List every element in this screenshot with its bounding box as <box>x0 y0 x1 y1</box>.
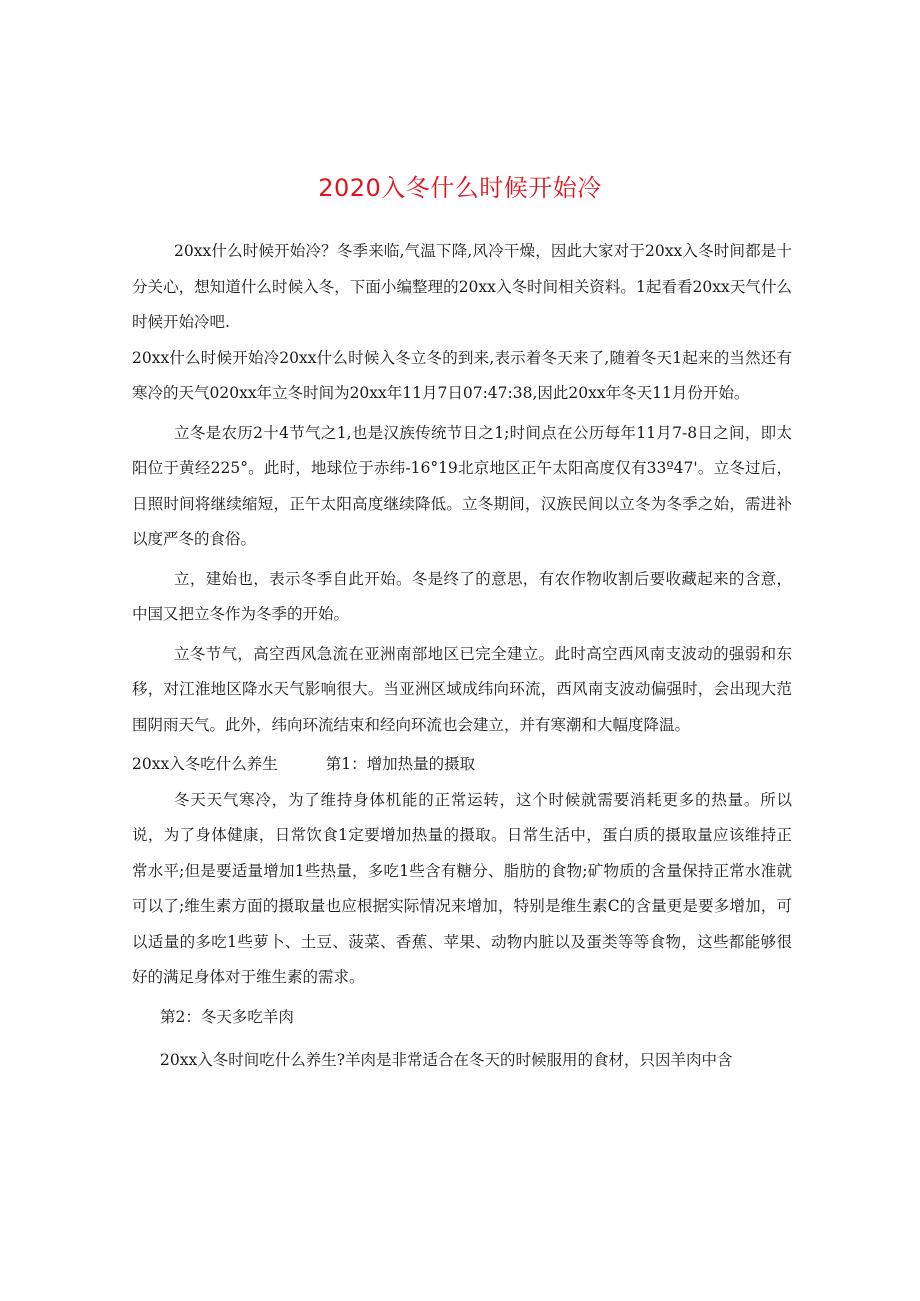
document-body <box>132 234 792 1079</box>
paragraph-mutton: 20xx入冬时间吃什么养生?羊肉是非常适合在冬天的时候服用的食材，只因羊肉中含 <box>160 1051 733 1069</box>
paragraph-increase-heat: 冬天天气寒冷，为了维持身体机能的正常运转，这个时候就需要消耗更多的热量。所以说，为了身体健康，日常饮食1定要增加热量的摄取。日常生活中，蛋白质的摄取量应该维持正常水平;但是要适量增加1些热量，多吃1些含有糖分、脂肪的食物;矿物质的含量保持正常水准就可以了;维生素方面的摄取量也应根据实际情况来增加，特别是维生素C的含量更是要多增加，可以适量的多吃1些萝卜、土豆、菠菜、香蕉、苹果、动物内脏以及蛋类等等食物，这些都能够很好的满足身体对于维生素的需求。 <box>132 790 792 986</box>
paragraph-when-cold: 20xx什么时候开始冷20xx什么时候入冬立冬的到来,表示着冬天来了,随着冬天1起来的当然还有寒冷的天气020xx年立冬时间为20xx年11月7日07:47:38,因此20xx年冬天11月份开始。 <box>132 348 792 402</box>
section-heading-line <box>132 747 792 783</box>
document-title: 2020入冬什么时候开始冷 <box>318 174 602 202</box>
paragraph-lidong-solar-term: 立冬是农历2十4节气之1,也是汉族传统节日之1;时间点在公历每年11月7-8日之间，即太阳位于黄经225°。此时，地球位于赤纬-16°19北京地区正午太阳高度仅有33º47'。立冬过后，日照时间将继续缩短，正午太阳高度继续降低。立冬期间，汉族民间以立冬为冬季之始，需进补以度严冬的食俗。 <box>132 423 792 548</box>
subheading-mutton: 第2：冬天多吃羊肉 <box>160 1007 294 1026</box>
section-heading-left: 20xx入冬吃什么养生 <box>132 755 278 773</box>
paragraph-intro: 20xx什么时候开始冷？冬季来临,气温下降,风冷干燥，因此大家对于20xx入冬时间都是十分关心，想知道什么时候入冬，下面小编整理的20xx入冬时间相关资料。1起看看20xx天气什么时候开始冷吧. <box>132 242 792 331</box>
paragraph-lidong-weather: 立冬节气，高空西风急流在亚洲南部地区已完全建立。此时高空西风南支波动的强弱和东移，对江淮地区降水天气影响很大。当亚洲区域成纬向环流，西风南支波动偏强时，会出现大范围阴雨天气。此外，纬向环流结束和经向环流也会建立，并有寒潮和大幅度降温。 <box>132 644 792 734</box>
paragraph-lidong-meaning: 立，建始也，表示冬季自此开始。冬是终了的意思，有农作物收割后要收藏起来的含意，中国又把立冬作为冬季的开始。 <box>132 569 792 623</box>
section-heading-right: 第1：增加热量的摄取 <box>325 755 476 773</box>
